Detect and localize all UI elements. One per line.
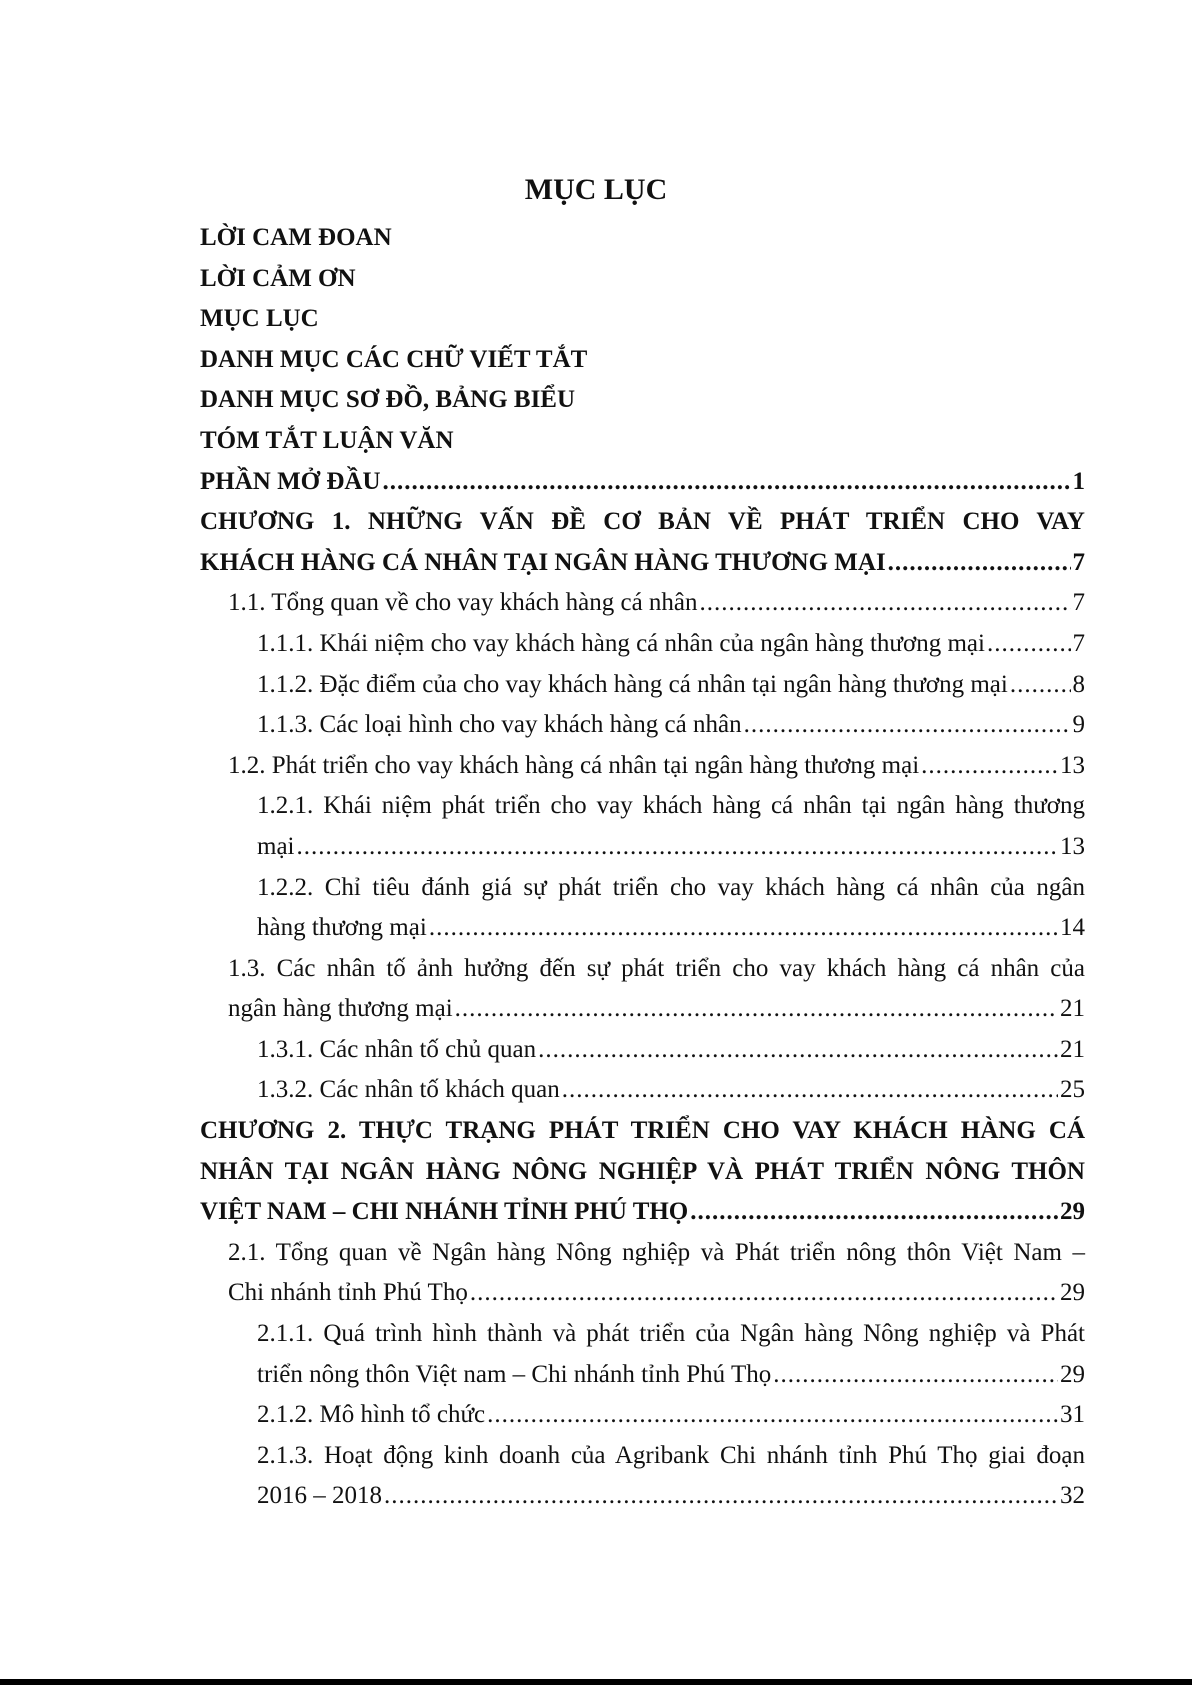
- page-title: MỤC LỤC: [524, 173, 668, 206]
- toc-entry-text: NHÂN TẠI NGÂN HÀNG NÔNG NGHIỆP VÀ PHÁT TRIỂN NÔNG THÔN: [200, 1157, 1085, 1185]
- toc-entry-2-1-3[interactable]: [200, 1436, 1085, 1517]
- toc-entry-text: 2.1.1. Quá trình hình thành và phát triển của Ngân hàng Nông nghiệp và Phát: [257, 1320, 1085, 1348]
- page-number: 13: [1060, 832, 1085, 860]
- toc-entry-text: 2016 – 2018: [257, 1482, 382, 1510]
- toc-entry-2-1-1[interactable]: [200, 1314, 1085, 1395]
- page-number: 14: [1060, 914, 1085, 942]
- dot-leader: [487, 1395, 1058, 1436]
- dot-leader: [384, 1476, 1058, 1517]
- toc-entry-text: DANH MỤC SƠ ĐỒ, BẢNG BIỂU: [200, 386, 576, 414]
- toc-entry-text: 1.1. Tổng quan về cho vay khách hàng cá nhân: [228, 589, 698, 617]
- toc-entry-text: triển nông thôn Việt nam – Chi nhánh tỉnh Phú Thọ: [257, 1360, 772, 1388]
- toc-entry-1-3[interactable]: [200, 949, 1085, 1030]
- page-number: 21: [1060, 995, 1085, 1023]
- dot-leader: [470, 1273, 1058, 1314]
- dot-leader: [987, 624, 1071, 665]
- page-number: 31: [1060, 1401, 1085, 1429]
- page-number: 7: [1072, 548, 1085, 576]
- page-number: 9: [1072, 711, 1085, 739]
- toc-entry-text: CHƯƠNG 2. THỰC TRẠNG PHÁT TRIỂN CHO VAY KHÁCH HÀNG CÁ: [200, 1117, 1085, 1145]
- toc-entry-text: 1.3.1. Các nhân tố chủ quan: [257, 1035, 537, 1063]
- toc-entry-1-3-1[interactable]: [200, 1030, 1085, 1071]
- toc-entry-text: VIỆT NAM – CHI NHÁNH TỈNH PHÚ THỌ: [200, 1198, 689, 1226]
- toc-entry-text: 2.1.2. Mô hình tổ chức: [257, 1401, 486, 1429]
- toc-entry-loi-cam-doan[interactable]: [200, 218, 1085, 259]
- toc-entry-summary[interactable]: [200, 421, 1085, 462]
- dot-leader: [429, 908, 1058, 949]
- page-bottom-edge: [0, 1679, 1192, 1685]
- toc-entry-2-1-2[interactable]: [200, 1395, 1085, 1436]
- toc-entry-text: PHẦN MỞ ĐẦU: [200, 467, 381, 495]
- toc-entry-text: LỜI CAM ĐOAN: [200, 224, 392, 251]
- page-number: 7: [1072, 629, 1085, 657]
- toc-entry-muc-luc[interactable]: [200, 299, 1085, 340]
- toc-entry-text: mại: [257, 832, 295, 860]
- toc-entry-1-1-2[interactable]: [200, 665, 1085, 706]
- toc-entry-text: LỜI CẢM ƠN: [200, 264, 356, 292]
- page-number: 8: [1072, 670, 1085, 698]
- toc-entry-1-1[interactable]: [200, 583, 1085, 624]
- toc-entry-text: 1.1.3. Các loại hình cho vay khách hàng cá nhân: [257, 711, 742, 739]
- dot-leader: [888, 543, 1071, 584]
- toc-entry-text: DANH MỤC CÁC CHỮ VIẾT TẮT: [200, 345, 588, 373]
- page-number: 32: [1060, 1482, 1085, 1510]
- page-number: 29: [1060, 1360, 1085, 1388]
- toc-entry-text: 2.1. Tổng quan về Ngân hàng Nông nghiệp và Phát triển nông thôn Việt Nam –: [228, 1238, 1085, 1266]
- page-number: 29: [1060, 1198, 1085, 1226]
- dot-leader: [921, 746, 1058, 787]
- dot-leader: [773, 1355, 1058, 1396]
- toc-entry-text: hàng thương mại: [257, 914, 427, 942]
- toc-entry-diagrams-tables[interactable]: [200, 380, 1085, 421]
- table-of-contents: [200, 218, 1085, 1517]
- page-number: 13: [1060, 751, 1085, 779]
- dot-leader: [562, 1070, 1058, 1111]
- toc-entry-1-1-1[interactable]: [200, 624, 1085, 665]
- toc-entry-text: 1.2.2. Chỉ tiêu đánh giá sự phát triển cho vay khách hàng cá nhân của ngân: [257, 873, 1085, 901]
- toc-entry-text: 2.1.3. Hoạt động kinh doanh của Agribank Chi nhánh tỉnh Phú Thọ giai đoạn: [257, 1441, 1085, 1469]
- toc-entry-1-2-2[interactable]: [200, 868, 1085, 949]
- toc-entry-1-2-1[interactable]: [200, 786, 1085, 867]
- toc-entry-1-1-3[interactable]: [200, 705, 1085, 746]
- dot-leader: [383, 462, 1071, 503]
- page-number: 25: [1060, 1076, 1085, 1104]
- toc-entry-loi-cam-on[interactable]: [200, 259, 1085, 300]
- dot-leader: [744, 705, 1071, 746]
- toc-entry-abbreviations[interactable]: [200, 340, 1085, 381]
- dot-leader: [455, 989, 1058, 1030]
- toc-entry-text: 1.2.1. Khái niệm phát triển cho vay khách hàng cá nhân tại ngân hàng thương: [257, 792, 1085, 820]
- toc-entry-text: 1.2. Phát triển cho vay khách hàng cá nhân tại ngân hàng thương mại: [228, 751, 920, 779]
- dot-leader: [538, 1030, 1058, 1071]
- toc-entry-text: 1.1.2. Đặc điểm của cho vay khách hàng cá nhân tại ngân hàng thương mại: [257, 670, 1008, 698]
- page-number: 29: [1060, 1279, 1085, 1307]
- page-number: 7: [1072, 589, 1085, 617]
- toc-entry-text: 1.1.1. Khái niệm cho vay khách hàng cá nhân của ngân hàng thương mại: [257, 629, 985, 657]
- toc-entry-text: ngân hàng thương mại: [228, 995, 453, 1023]
- toc-entry-chapter-1[interactable]: [200, 502, 1085, 583]
- toc-entry-text: 1.3. Các nhân tố ảnh hưởng đến sự phát triển cho vay khách hàng cá nhân của: [228, 954, 1085, 982]
- toc-entry-2-1[interactable]: [200, 1233, 1085, 1314]
- toc-entry-1-3-2[interactable]: [200, 1070, 1085, 1111]
- dot-leader: [690, 1192, 1058, 1233]
- page-number: 21: [1060, 1035, 1085, 1063]
- toc-entry-text: MỤC LỤC: [200, 305, 319, 333]
- toc-entry-text: TÓM TẮT LUẬN VĂN: [200, 426, 454, 454]
- toc-entry-text: KHÁCH HÀNG CÁ NHÂN TẠI NGÂN HÀNG THƯƠNG MẠI: [200, 548, 886, 576]
- page-number: 1: [1072, 467, 1085, 495]
- toc-entry-chapter-2[interactable]: [200, 1111, 1085, 1233]
- dot-leader: [1010, 665, 1071, 706]
- toc-entry-text: 1.3.2. Các nhân tố khách quan: [257, 1076, 560, 1104]
- dot-leader: [297, 827, 1059, 868]
- toc-entry-text: CHƯƠNG 1. NHỮNG VẤN ĐỀ CƠ BẢN VỀ PHÁT TRIỂN CHO VAY: [200, 508, 1085, 536]
- dot-leader: [700, 583, 1071, 624]
- toc-entry-text: Chi nhánh tỉnh Phú Thọ: [228, 1279, 468, 1307]
- toc-entry-1-2[interactable]: [200, 746, 1085, 787]
- toc-entry-intro[interactable]: [200, 462, 1085, 503]
